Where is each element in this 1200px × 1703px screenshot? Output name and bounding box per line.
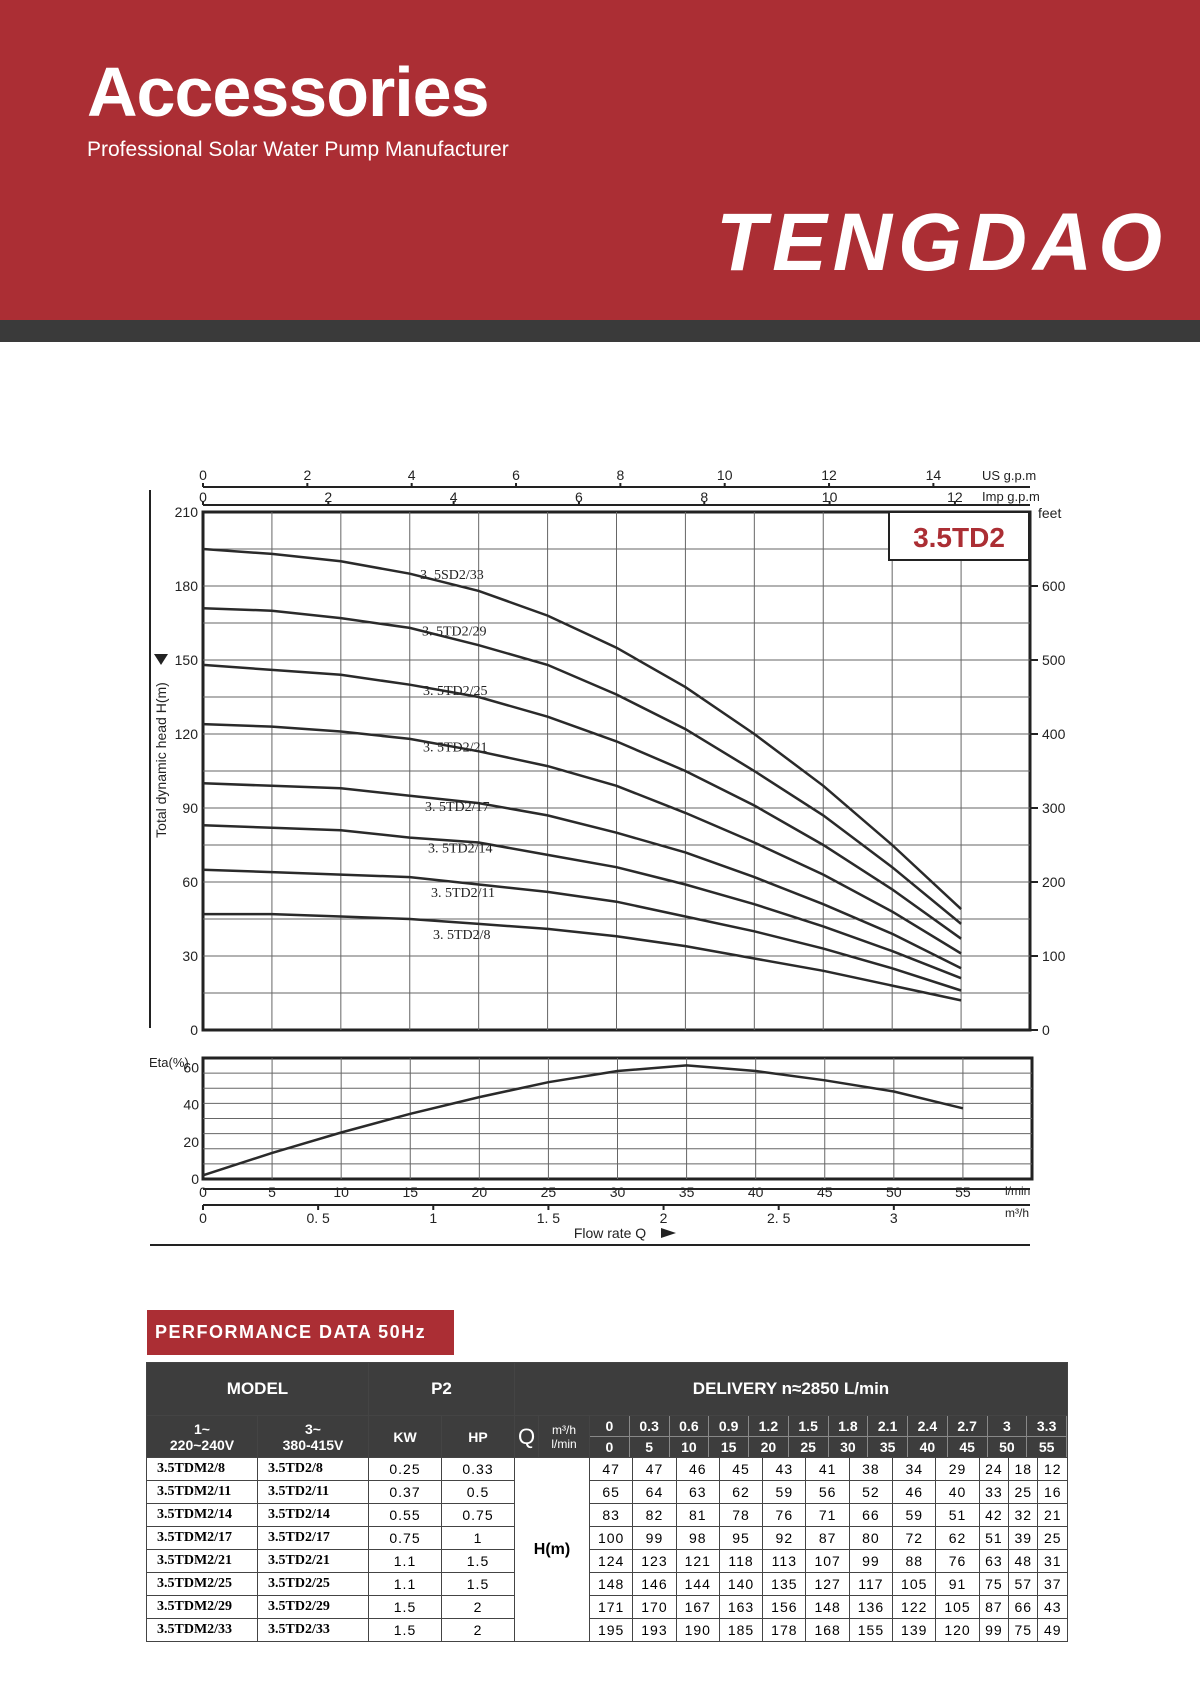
x-tick-label-m3h: 1. 5 [536, 1210, 561, 1226]
head-value: 99 [979, 1619, 1008, 1642]
y2-tick-label: 500 [1042, 652, 1066, 668]
x-unit-lmin: l/min [1005, 1184, 1031, 1198]
performance-banner: PERFORMANCE DATA 50Hz [147, 1310, 454, 1355]
model-single-phase: 3.5TDM2/25 [147, 1573, 258, 1596]
head-value: 148 [590, 1573, 633, 1596]
series-label: 3. 5TD2/14 [428, 841, 493, 857]
imp-tick-label: 10 [821, 489, 838, 505]
head-value: 135 [763, 1573, 806, 1596]
imp-tick-label: 2 [324, 489, 333, 505]
head-value: 49 [1038, 1619, 1068, 1642]
head-value: 46 [893, 1481, 936, 1504]
hp-header: HP [442, 1416, 515, 1458]
x-tick-label-lmin: 30 [609, 1184, 626, 1200]
imp-tick-label: 12 [947, 489, 963, 505]
q-lmin-value: 0 [590, 1436, 630, 1457]
x-tick-label-lmin: 15 [402, 1184, 419, 1200]
model-three-phase: 3.5TD2/11 [258, 1481, 369, 1504]
head-value: 63 [676, 1481, 719, 1504]
head-value: 59 [893, 1504, 936, 1527]
head-value: 39 [1009, 1527, 1038, 1550]
model-three-phase: 3.5TD2/17 [258, 1527, 369, 1550]
q-values-header [590, 1416, 1068, 1458]
series-label: 3. 5TD2/8 [433, 928, 491, 944]
head-value: 144 [676, 1573, 719, 1596]
y-tick-label: 30 [182, 948, 198, 964]
head-value: 25 [1038, 1527, 1068, 1550]
head-value: 190 [676, 1619, 719, 1642]
q-m3h-value: 1.2 [749, 1416, 789, 1436]
power-kw: 0.37 [369, 1481, 442, 1504]
eta-y-tick-label: 60 [183, 1059, 199, 1076]
power-kw: 1.1 [369, 1550, 442, 1573]
y2-tick-label: 600 [1042, 578, 1066, 594]
power-hp: 1.5 [442, 1550, 515, 1573]
q-m3h-value: 0.6 [670, 1416, 710, 1436]
head-value: 65 [590, 1481, 633, 1504]
model-single-phase: 3.5TDM2/8 [147, 1458, 258, 1481]
head-value: 47 [590, 1458, 633, 1481]
model-single-phase: 3.5TDM2/17 [147, 1527, 258, 1550]
head-value: 81 [676, 1504, 719, 1527]
head-value: 92 [763, 1527, 806, 1550]
us-tick-label: 12 [821, 467, 837, 483]
q-m3h-value: 0.3 [630, 1416, 670, 1436]
power-hp: 2 [442, 1596, 515, 1619]
power-hp: 2 [442, 1619, 515, 1642]
us-tick-label: 0 [199, 467, 207, 483]
q-header: Q [515, 1416, 539, 1458]
page-header [0, 0, 1200, 320]
head-value: 75 [1009, 1619, 1038, 1642]
imp-tick-label: 4 [449, 489, 458, 505]
x-tick-label-m3h: 2. 5 [767, 1210, 791, 1226]
series-label: 3. 5TD2/25 [423, 683, 488, 699]
power-hp: 0.75 [442, 1504, 515, 1527]
head-value: 40 [936, 1481, 979, 1504]
head-value: 82 [633, 1504, 676, 1527]
head-value: 163 [719, 1596, 762, 1619]
y2-tick-label: 200 [1042, 874, 1066, 890]
head-value: 87 [806, 1527, 849, 1550]
imp-tick-label: 0 [199, 489, 207, 505]
x-axis-arrow [661, 1228, 676, 1238]
head-value: 64 [633, 1481, 676, 1504]
model-three-phase: 3.5TD2/14 [258, 1504, 369, 1527]
power-kw: 1.5 [369, 1619, 442, 1642]
head-value: 123 [633, 1550, 676, 1573]
x-tick-label-m3h: 0. 5 [306, 1210, 330, 1226]
series-line [203, 914, 961, 1000]
series-label: 3. 5SD2/33 [420, 567, 484, 583]
y2-axis-label: feet [1038, 505, 1062, 521]
head-value: 127 [806, 1573, 849, 1596]
head-value: 88 [893, 1550, 936, 1573]
head-value: 46 [676, 1458, 719, 1481]
q-lmin-value: 20 [749, 1436, 789, 1457]
header-divider-bar [0, 320, 1200, 342]
head-value: 155 [849, 1619, 892, 1642]
eta-line [203, 1065, 963, 1175]
head-value: 105 [893, 1573, 936, 1596]
head-value: 38 [849, 1458, 892, 1481]
y2-tick-label: 300 [1042, 800, 1066, 816]
model-single-phase: 3.5TDM2/14 [147, 1504, 258, 1527]
head-value: 18 [1009, 1458, 1038, 1481]
q-lmin-value: 15 [709, 1436, 749, 1457]
series-label: 3. 5TD2/29 [422, 624, 487, 640]
us-tick-label: 8 [616, 467, 625, 483]
q-lmin-value: 55 [1027, 1436, 1067, 1457]
head-value: 21 [1038, 1504, 1068, 1527]
us-axis-label: US g.p.m [982, 468, 1037, 483]
head-value: 105 [936, 1596, 979, 1619]
brand-logo: TENGDAO [716, 197, 1168, 288]
y-axis-label: Total dynamic head H(m) [153, 682, 169, 838]
q-m3h-value: 2.1 [868, 1416, 908, 1436]
x-tick-label-lmin: 40 [747, 1184, 764, 1200]
head-value: 185 [719, 1619, 762, 1642]
q-lmin-value: 40 [908, 1436, 948, 1457]
head-value: 140 [719, 1573, 762, 1596]
p2-header: P2 [369, 1363, 515, 1416]
q-lmin-value: 5 [630, 1436, 670, 1457]
y-tick-label: 0 [190, 1022, 198, 1038]
power-kw: 1.5 [369, 1596, 442, 1619]
y-tick-label: 150 [174, 652, 198, 668]
head-value: 139 [893, 1619, 936, 1642]
head-value: 25 [1009, 1481, 1038, 1504]
head-value: 87 [979, 1596, 1008, 1619]
head-value: 78 [719, 1504, 762, 1527]
page-title: Accessories [87, 53, 489, 131]
head-value: 91 [936, 1573, 979, 1596]
head-value: 66 [849, 1504, 892, 1527]
power-hp: 0.33 [442, 1458, 515, 1481]
table-row [147, 1481, 1068, 1504]
head-value: 37 [1038, 1573, 1068, 1596]
q-units-header: m³/h l/min [539, 1416, 590, 1458]
head-value: 71 [806, 1504, 849, 1527]
x-tick-label-lmin: 35 [678, 1184, 695, 1200]
head-value: 62 [936, 1527, 979, 1550]
us-tick-label: 10 [716, 467, 733, 483]
q-lmin-value: 10 [670, 1436, 710, 1457]
imp-axis-label: Imp g.p.m [982, 489, 1040, 504]
x-unit-m3h: m³/h [1005, 1206, 1029, 1220]
q-lmin-value: 50 [988, 1436, 1028, 1457]
head-value: 121 [676, 1550, 719, 1573]
head-value: 32 [1009, 1504, 1038, 1527]
x-tick-label-m3h: 1 [429, 1210, 438, 1226]
model-three-phase: 3.5TD2/21 [258, 1550, 369, 1573]
x-tick-label-lmin: 0 [199, 1184, 207, 1200]
table-row [147, 1550, 1068, 1573]
head-value: 16 [1038, 1481, 1068, 1504]
head-value: 156 [763, 1596, 806, 1619]
q-m3h-value: 1.8 [829, 1416, 869, 1436]
head-value: 99 [633, 1527, 676, 1550]
power-kw: 0.55 [369, 1504, 442, 1527]
head-value: 98 [676, 1527, 719, 1550]
us-tick-label: 2 [303, 467, 312, 483]
model-single-phase: 3.5TDM2/11 [147, 1481, 258, 1504]
head-value: 59 [763, 1481, 806, 1504]
x-tick-label-lmin: 50 [886, 1184, 902, 1200]
head-value: 170 [633, 1596, 676, 1619]
y-tick-label: 90 [182, 800, 198, 816]
us-tick-label: 4 [407, 467, 416, 483]
table-row [147, 1458, 1068, 1481]
y-tick-label: 120 [174, 726, 198, 742]
power-kw: 0.75 [369, 1527, 442, 1550]
model-three-phase: 3.5TD2/8 [258, 1458, 369, 1481]
q-lmin-value: 30 [829, 1436, 869, 1457]
head-value: 80 [849, 1527, 892, 1550]
y2-tick-label: 0 [1042, 1022, 1050, 1038]
head-value: 107 [806, 1550, 849, 1573]
head-value: 124 [590, 1550, 633, 1573]
head-value: 76 [936, 1550, 979, 1573]
x-tick-label-lmin: 25 [540, 1184, 557, 1200]
model-single-phase: 3.5TDM2/33 [147, 1619, 258, 1642]
q-m3h-value: 2.4 [908, 1416, 948, 1436]
q-lmin-value: 35 [868, 1436, 908, 1457]
power-hp: 1.5 [442, 1573, 515, 1596]
head-value: 48 [1009, 1550, 1038, 1573]
head-label: H(m) [515, 1458, 590, 1642]
head-value: 100 [590, 1527, 633, 1550]
head-value: 171 [590, 1596, 633, 1619]
head-value: 148 [806, 1596, 849, 1619]
head-value: 118 [719, 1550, 762, 1573]
x-tick-label-lmin: 45 [816, 1184, 833, 1200]
head-value: 52 [849, 1481, 892, 1504]
series-label: 3. 5TD2/21 [423, 740, 488, 756]
delivery-header: DELIVERY n≈2850 L/min [515, 1363, 1068, 1416]
y2-tick-label: 100 [1042, 948, 1066, 964]
kw-header: KW [369, 1416, 442, 1458]
eta-y-tick-label: 20 [183, 1133, 199, 1150]
x-tick-label-lmin: 5 [268, 1184, 276, 1200]
head-value: 66 [1009, 1596, 1038, 1619]
q-m3h-value: 1.5 [789, 1416, 829, 1436]
y-tick-label: 180 [174, 578, 198, 594]
head-value: 41 [806, 1458, 849, 1481]
us-tick-label: 6 [512, 467, 520, 483]
eta-y-tick-label: 0 [191, 1171, 199, 1187]
head-value: 33 [979, 1481, 1008, 1504]
head-value: 72 [893, 1527, 936, 1550]
q-m3h-value: 3.3 [1027, 1416, 1067, 1436]
table-row [147, 1527, 1068, 1550]
three-phase-header: 3~ 380-415V [258, 1416, 369, 1458]
head-value: 43 [1038, 1596, 1068, 1619]
power-kw: 1.1 [369, 1573, 442, 1596]
series-label: 3. 5TD2/11 [431, 886, 496, 902]
head-value: 178 [763, 1619, 806, 1642]
head-value: 117 [849, 1573, 892, 1596]
head-value: 12 [1038, 1458, 1068, 1481]
head-value: 51 [936, 1504, 979, 1527]
head-value: 195 [590, 1619, 633, 1642]
series-line [203, 783, 961, 968]
model-header: MODEL [147, 1363, 369, 1416]
head-value: 76 [763, 1504, 806, 1527]
imp-tick-label: 8 [700, 489, 709, 505]
power-kw: 0.25 [369, 1458, 442, 1481]
q-m3h-value: 0 [590, 1416, 630, 1436]
head-value: 95 [719, 1527, 762, 1550]
head-value: 56 [806, 1481, 849, 1504]
head-value: 31 [1038, 1550, 1068, 1573]
model-single-phase: 3.5TDM2/29 [147, 1596, 258, 1619]
x-tick-label-m3h: 2 [659, 1210, 668, 1226]
table-row [147, 1596, 1068, 1619]
head-value: 34 [893, 1458, 936, 1481]
table-row [147, 1504, 1068, 1527]
x-tick-label-m3h: 3 [889, 1210, 898, 1226]
series-label: 3. 5TD2/17 [425, 799, 490, 815]
table-row [147, 1573, 1068, 1596]
head-value: 24 [979, 1458, 1008, 1481]
imp-tick-label: 6 [575, 489, 583, 505]
us-tick-label: 14 [925, 467, 942, 483]
page-subtitle: Professional Solar Water Pump Manufacturer [87, 138, 509, 161]
model-three-phase: 3.5TD2/25 [258, 1573, 369, 1596]
q-m3h-value: 3 [988, 1416, 1028, 1436]
eta-y-tick-label: 40 [183, 1096, 199, 1113]
head-value: 47 [633, 1458, 676, 1481]
eta-y-axis-label: Eta(%) [149, 1055, 189, 1070]
y-tick-label: 60 [182, 874, 198, 890]
q-lmin-value: 45 [948, 1436, 988, 1457]
head-value: 62 [719, 1481, 762, 1504]
x-axis-label: Flow rate Q [573, 1225, 647, 1241]
table-row [147, 1619, 1068, 1642]
x-tick-label-lmin: 55 [955, 1184, 971, 1200]
head-value: 120 [936, 1619, 979, 1642]
y-axis-arrow [154, 654, 168, 665]
head-value: 168 [806, 1619, 849, 1642]
head-value: 63 [979, 1550, 1008, 1573]
power-hp: 1 [442, 1527, 515, 1550]
performance-table [146, 1362, 1068, 1642]
pump-curve-chart [0, 460, 1200, 1260]
head-value: 51 [979, 1527, 1008, 1550]
x-tick-label-lmin: 20 [471, 1184, 488, 1200]
head-value: 45 [719, 1458, 762, 1481]
head-value: 146 [633, 1573, 676, 1596]
y2-tick-label: 400 [1042, 726, 1066, 742]
head-value: 57 [1009, 1573, 1038, 1596]
head-value: 99 [849, 1550, 892, 1573]
power-hp: 0.5 [442, 1481, 515, 1504]
q-lmin-value: 25 [789, 1436, 829, 1457]
y-tick-label: 210 [174, 504, 198, 520]
head-value: 42 [979, 1504, 1008, 1527]
model-single-phase: 3.5TDM2/21 [147, 1550, 258, 1573]
head-value: 193 [633, 1619, 676, 1642]
head-value: 122 [893, 1596, 936, 1619]
head-value: 43 [763, 1458, 806, 1481]
head-value: 29 [936, 1458, 979, 1481]
head-value: 136 [849, 1596, 892, 1619]
q-m3h-value: 0.9 [709, 1416, 749, 1436]
q-m3h-value: 2.7 [948, 1416, 988, 1436]
chart-title: 3.5TD2 [913, 522, 1005, 553]
model-three-phase: 3.5TD2/29 [258, 1596, 369, 1619]
single-phase-header: 1~ 220~240V [147, 1416, 258, 1458]
x-tick-label-m3h: 0 [199, 1210, 207, 1226]
head-value: 75 [979, 1573, 1008, 1596]
series-line [203, 608, 961, 924]
head-value: 83 [590, 1504, 633, 1527]
head-value: 167 [676, 1596, 719, 1619]
model-three-phase: 3.5TD2/33 [258, 1619, 369, 1642]
x-tick-label-lmin: 10 [333, 1184, 349, 1200]
head-value: 113 [763, 1550, 806, 1573]
